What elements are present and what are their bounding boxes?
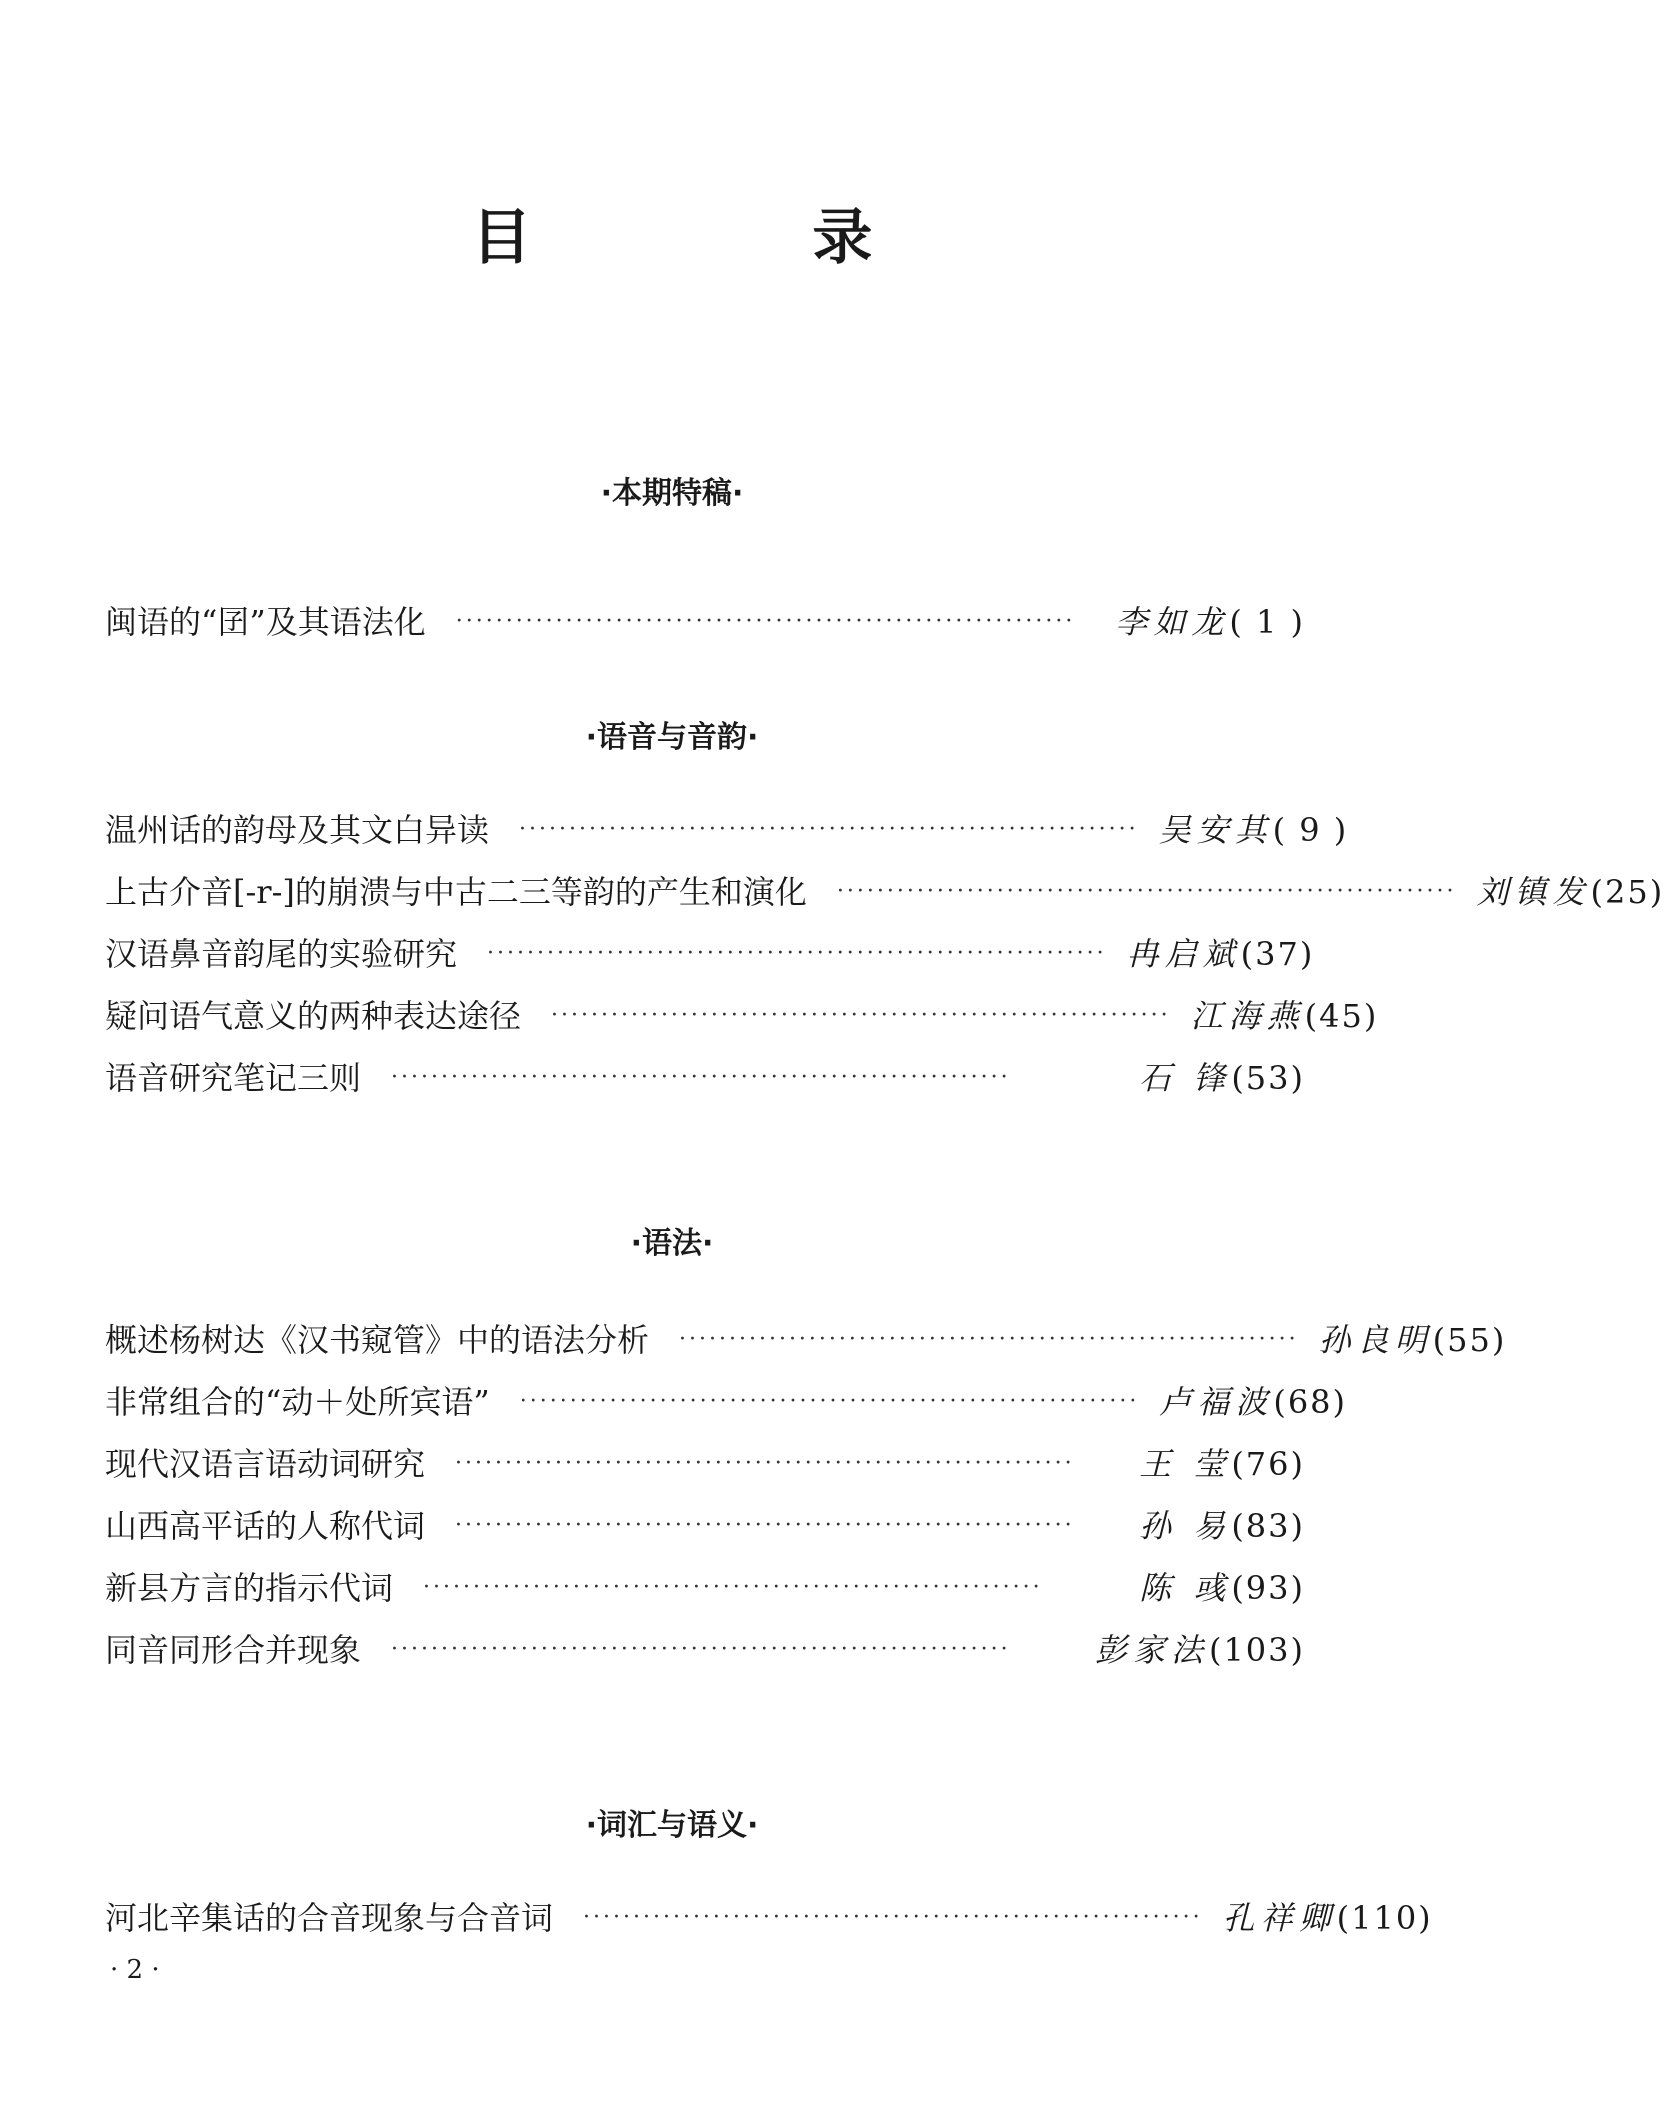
section-heading-phonetics: ·语音与音韵· <box>585 720 759 755</box>
dot-leader: ······························································ <box>679 1327 1299 1352</box>
toc-entry[interactable] <box>105 1056 1305 1100</box>
toc-entry[interactable] <box>105 1566 1305 1610</box>
entry-title: 新县方言的指示代词 <box>105 1569 394 1607</box>
entry-title: 山西高平话的人称代词 <box>105 1507 426 1545</box>
entry-author: 陈 彧 <box>1139 1569 1232 1607</box>
toc-entry[interactable] <box>105 600 1305 644</box>
dot-leader: ······························································ <box>487 941 1107 966</box>
entry-title: 现代汉语言语动词研究 <box>105 1445 426 1483</box>
entry-author: 王 莹 <box>1139 1445 1232 1483</box>
dot-leader: ······························································ <box>519 1389 1140 1414</box>
entry-author: 冉启斌 <box>1126 935 1241 973</box>
entry-author: 孔祥卿 <box>1222 1899 1337 1937</box>
entry-author: 江海燕 <box>1190 997 1305 1035</box>
entry-author: 孙 易 <box>1139 1507 1232 1545</box>
entry-page: (93) <box>1231 1569 1305 1607</box>
dot-leader: ······························································ <box>391 1065 1011 1090</box>
entry-page: (45) <box>1304 997 1379 1035</box>
entry-page: ( 9 ) <box>1272 811 1349 849</box>
entry-title: 同音同形合并现象 <box>105 1631 362 1669</box>
entry-title: 温州话的韵母及其文白异读 <box>105 811 490 849</box>
toc-entry[interactable] <box>105 994 1379 1038</box>
entry-author: 李如龙 <box>1115 603 1230 641</box>
page-number: · 2 · <box>110 1955 160 1985</box>
entry-page: (53) <box>1231 1059 1305 1097</box>
page-title: 目 录 <box>471 203 1003 273</box>
toc-entry[interactable] <box>105 870 1664 914</box>
entry-page: (103) <box>1208 1631 1305 1669</box>
entry-page: (37) <box>1240 935 1315 973</box>
entry-author: 石 锋 <box>1139 1059 1232 1097</box>
toc-entry[interactable] <box>105 932 1315 976</box>
entry-author: 孙良明 <box>1318 1321 1433 1359</box>
entry-title: 概述杨树达《汉书窥管》中的语法分析 <box>105 1321 650 1359</box>
entry-author: 卢福波 <box>1159 1383 1274 1421</box>
toc-entry[interactable] <box>105 1896 1433 1940</box>
entry-title: 河北辛集话的合音现象与合音词 <box>105 1899 554 1937</box>
dot-leader: ······························································ <box>455 609 1076 634</box>
section-heading-lexicon: ·词汇与语义· <box>585 1808 759 1843</box>
toc-entry[interactable] <box>105 808 1349 852</box>
entry-page: (76) <box>1231 1445 1305 1483</box>
toc-entry[interactable] <box>105 1442 1305 1486</box>
toc-entry[interactable] <box>105 1318 1507 1362</box>
dot-leader: ······························································ <box>423 1575 1043 1600</box>
entry-page: (110) <box>1336 1899 1433 1937</box>
toc-entry[interactable] <box>105 1504 1305 1548</box>
entry-page: (83) <box>1231 1507 1305 1545</box>
entry-title: 闽语的“囝”及其语法化 <box>105 603 426 641</box>
entry-author: 彭家法 <box>1094 1631 1209 1669</box>
entry-title: 非常组合的“动＋处所宾语” <box>105 1383 490 1421</box>
dot-leader: ······························································ <box>519 817 1139 842</box>
entry-author: 刘镇发 <box>1476 873 1591 911</box>
entry-author: 吴安其 <box>1158 811 1273 849</box>
entry-title: 语音研究笔记三则 <box>105 1059 362 1097</box>
toc-entry[interactable] <box>105 1380 1348 1424</box>
dot-leader: ······························································ <box>583 1905 1203 1930</box>
entry-title: 汉语鼻音韵尾的实验研究 <box>105 935 458 973</box>
section-heading-grammar: ·语法· <box>630 1226 714 1261</box>
dot-leader: ······························································ <box>551 1003 1171 1028</box>
entry-page: (55) <box>1432 1321 1507 1359</box>
entry-page: (68) <box>1273 1383 1348 1421</box>
entry-page: ( 1 ) <box>1229 603 1305 641</box>
toc-entry[interactable] <box>105 1628 1305 1672</box>
dot-leader: ······························································ <box>455 1513 1075 1538</box>
section-heading-special: ·本期特稿· <box>600 476 744 511</box>
entry-page: (25) <box>1590 873 1664 911</box>
entry-title: 疑问语气意义的两种表达途径 <box>105 997 522 1035</box>
dot-leader: ······························································ <box>836 879 1457 904</box>
dot-leader: ······························································ <box>455 1451 1075 1476</box>
entry-title: 上古介音[-r-]的崩溃与中古二三等韵的产生和演化 <box>105 873 807 911</box>
dot-leader: ······························································ <box>391 1637 1011 1662</box>
